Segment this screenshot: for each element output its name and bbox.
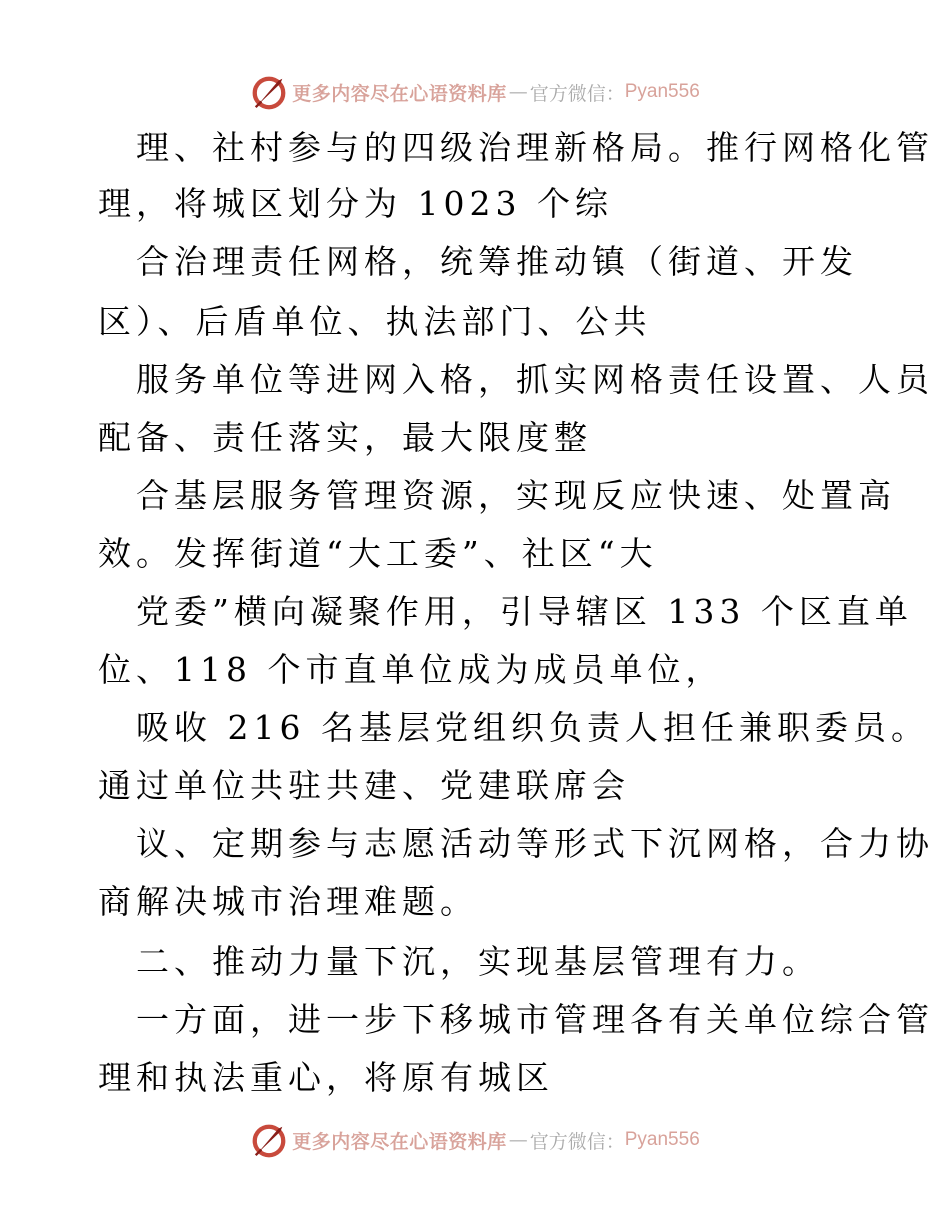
watermark-wechat-label: 官方微信： (529, 82, 625, 105)
body-line: 一方面，进一步下移城市管理各有关单位综合管 (136, 1000, 934, 1039)
body-line: 服务单位等进网入格，抓实网格责任设置、人员 (136, 360, 934, 399)
body-line: 党委”横向凝聚作用，引导辖区 133 个区直单 (136, 592, 913, 631)
body-line: 合基层服务管理资源，实现反应快速、处置高 (136, 476, 896, 515)
watermark-text: 更多内容尽在心语资料库 (292, 1130, 507, 1153)
body-line: 配备、责任落实，最大限度整 (98, 418, 592, 457)
watermark-dash: — (508, 1129, 528, 1151)
footer-watermark (0, 1120, 950, 1160)
body-line: 商解决城市治理难题。 (98, 882, 478, 921)
watermark-text: 更多内容尽在心语资料库 (292, 82, 507, 105)
section-heading: 二、推动力量下沉，实现基层管理有力。 (136, 942, 820, 981)
watermark-wechat-id: Pyan556 (624, 81, 700, 102)
watermark-wechat-label: 官方微信： (529, 1130, 625, 1153)
body-line: 吸收 216 名基层党组织负责人担任兼职委员。 (136, 708, 929, 747)
watermark-dash: — (508, 81, 528, 103)
quill-circle-logo-icon (250, 1121, 288, 1159)
body-line: 通过单位共驻共建、党建联席会 (98, 766, 630, 805)
body-line: 位、118 个市直单位成为成员单位， (98, 650, 724, 689)
body-line: 议、定期参与志愿活动等形式下沉网格，合力协 (136, 824, 934, 863)
body-line: 效。发挥街道“大工委”、社区“大 (98, 534, 658, 573)
watermark-wechat-id: Pyan556 (624, 1129, 700, 1150)
quill-circle-logo-icon (250, 73, 288, 111)
body-line: 理，将城区划分为 1023 个综 (98, 184, 613, 223)
body-line: 理和执法重心，将原有城区 (98, 1058, 554, 1097)
body-line: 合治理责任网格，统筹推动镇（街道、开发 (136, 242, 858, 281)
body-line: 理、社村参与的四级治理新格局。推行网格化管 (136, 128, 934, 167)
header-watermark (0, 72, 950, 112)
body-line: 区）、后盾单位、执法部门、公共 (98, 302, 652, 341)
